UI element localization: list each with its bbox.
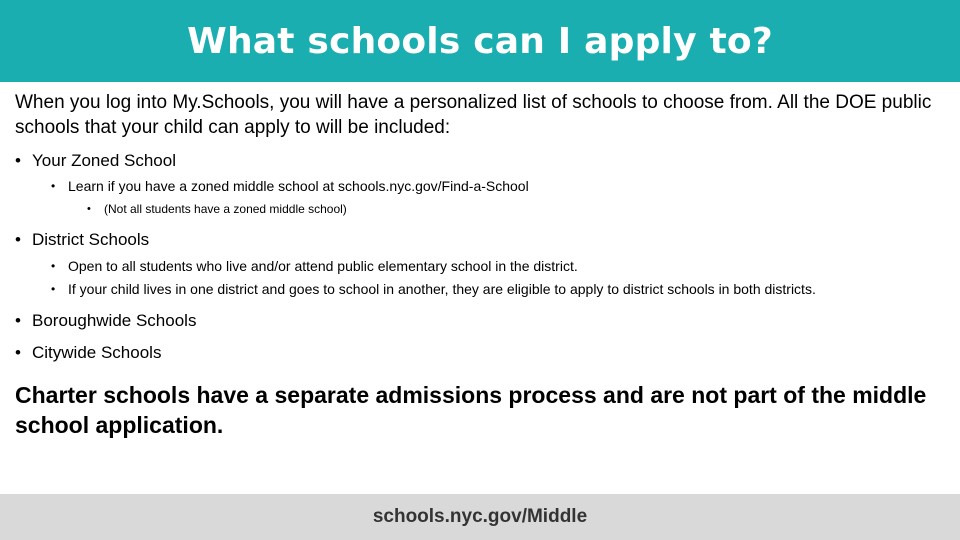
slide-content xyxy=(15,90,945,440)
school-type-list xyxy=(15,150,945,364)
list-item-district-eligibility: • If your child lives in one district and goes to school in another, they are eligible to apply to district schools in both districts. xyxy=(51,280,945,299)
intro-text: When you log into My.Schools, you will have a personalized list of schools to choose from. All the DOE public schools that your child can apply to will be included: xyxy=(15,92,932,138)
list-item-zoned: • Your Zoned School xyxy=(15,150,945,172)
title-bar xyxy=(0,0,960,82)
list-item-district-open: • Open to all students who live and/or attend public elementary school in the district. xyxy=(51,257,945,276)
footer-link[interactable]: schools.nyc.gov/Middle xyxy=(372,506,588,527)
page-title: What schools can I apply to? xyxy=(187,20,773,62)
list-item-zoned-note: • (Not all students have a zoned middle school) xyxy=(87,201,945,218)
list-item-citywide: • Citywide Schools xyxy=(15,342,945,364)
footer-bar xyxy=(0,494,960,540)
list-item-district: • District Schools xyxy=(15,229,945,251)
list-item-zoned-lookup: • Learn if you have a zoned middle school at schools.nyc.gov/Find-a-School xyxy=(51,177,945,196)
charter-note: Charter schools have a separate admissions process and are not part of the middle school application. xyxy=(15,382,927,438)
list-item-boroughwide: • Boroughwide Schools xyxy=(15,310,945,332)
